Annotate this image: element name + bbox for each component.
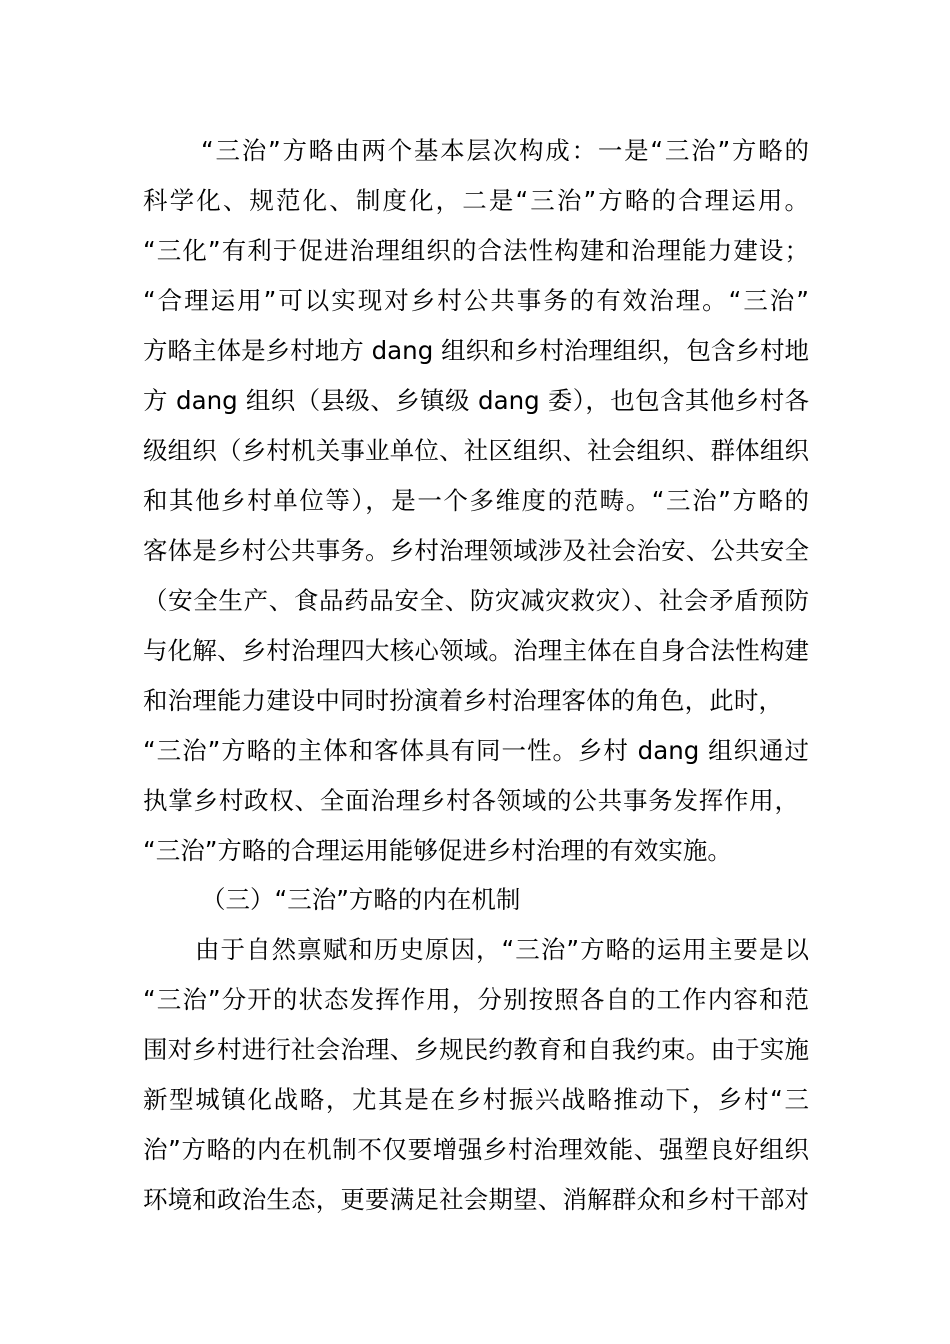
paragraph-line: 方略主体是乡村地方 dang 组织和乡村治理组织，包含乡村地 (143, 336, 809, 365)
paragraph-line: “三治”方略的主体和客体具有同一性。乡村 dang 组织通过 (143, 736, 809, 765)
paragraph-line: 执掌乡村政权、全面治理乡村各领域的公共事务发挥作用， (143, 786, 799, 815)
paragraph-line: “三治”分开的状态发挥作用，分别按照各自的工作内容和范 (143, 985, 809, 1014)
paragraph-line: “三治”方略的合理运用能够促进乡村治理的有效实施。 (143, 836, 732, 865)
paragraph-line: “三化”有利于促进治理组织的合法性构建和治理能力建设； (143, 236, 809, 265)
paragraph-line: 和其他乡村单位等），是一个多维度的范畴。“三治”方略的 (143, 486, 809, 515)
paragraph-line: 新型城镇化战略，尤其是在乡村振兴战略推动下，乡村“三 (143, 1085, 809, 1114)
section-heading: （三）“三治”方略的内在机制 (201, 885, 521, 914)
paragraph-line: 环境和政治生态，更要满足社会期望、消解群众和乡村干部对 (143, 1185, 809, 1214)
paragraph-line: “三治”方略由两个基本层次构成：一是“三治”方略的 (201, 136, 809, 165)
paragraph-line: “合理运用”可以实现对乡村公共事务的有效治理。“三治” (143, 286, 809, 315)
paragraph-line: 和治理能力建设中同时扮演着乡村治理客体的角色，此时， (143, 686, 783, 715)
paragraph-line: 方 dang 组织（县级、乡镇级 dang 委），也包含其他乡村各 (143, 386, 809, 415)
paragraph-line: 客体是乡村公共事务。乡村治理领域涉及社会治安、公共安全 (143, 536, 809, 565)
paragraph-line: 由于自然禀赋和历史原因，“三治”方略的运用主要是以 (195, 935, 809, 964)
paragraph-line: （安全生产、食品药品安全、防灾减灾救灾）、社会矛盾预防 (143, 586, 809, 615)
paragraph-line: 级组织（乡村机关事业单位、社区组织、社会组织、群体组织 (143, 436, 809, 465)
paragraph-line: 与化解、乡村治理四大核心领域。治理主体在自身合法性构建 (143, 636, 809, 665)
paragraph-line: 治”方略的内在机制不仅要增强乡村治理效能、强塑良好组织 (143, 1135, 809, 1164)
paragraph-line: 围对乡村进行社会治理、乡规民约教育和自我约束。由于实施 (143, 1035, 809, 1064)
paragraph-line: 科学化、规范化、制度化，二是“三治”方略的合理运用。 (143, 186, 809, 215)
